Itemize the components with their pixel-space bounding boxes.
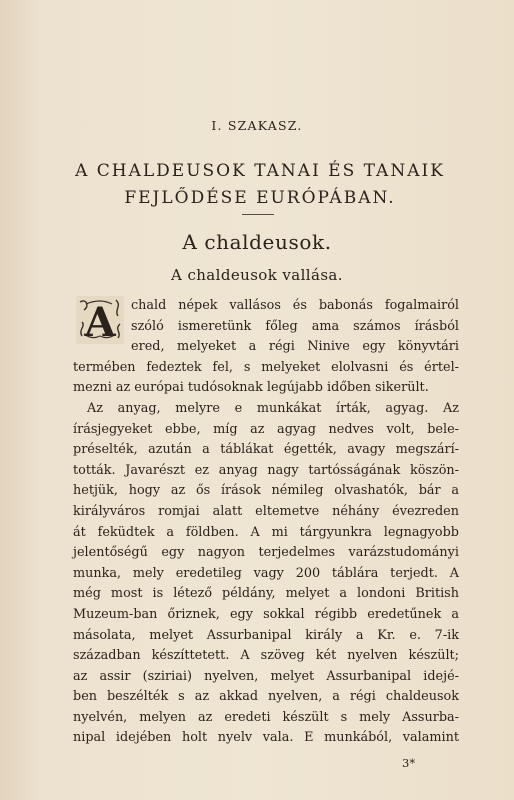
text-line: nipal idejében holt nyelv vala. E munkából, valamint	[73, 730, 459, 746]
text-line: királyváros romjai alatt eltemetve néhány évezreden	[73, 503, 459, 519]
text-line: írásjegyeket ebbe, míg az agyag nedves volt, bele-	[73, 421, 459, 437]
text-line: másolata, melyet Assurbanipal király a Kr. e. 7-ik	[73, 627, 459, 643]
text-line: ered, melyeket a régi Ninive egy könyvtári	[131, 339, 459, 355]
text-line: át feküdtek a földben. A mi tárgyunkra legnagyobb	[73, 524, 459, 540]
text-line: még most is létező példány, melyet a londoni British	[73, 586, 459, 602]
text-line: Muzeum-ban őriznek, egy sokkal régibb eredetűnek a	[73, 606, 459, 622]
text-line: Az anyag, melyre e munkákat írták, agyag. Az	[87, 400, 459, 416]
text-line: termében fedeztek fel, s melyeket elolvasni és értel-	[73, 359, 459, 375]
text-line: nyelvén, melyen az eredeti készült s mely Assurba-	[73, 709, 459, 725]
text-line: hetjük, hogy az ős írások némileg olvashatók, bár a	[73, 483, 459, 499]
text-line: chald népek vallásos és babonás fogalmairól	[131, 298, 459, 313]
title-divider	[242, 214, 274, 215]
text-line: az assir (sziriai) nyelven, melyet Assurbanipal idejé-	[73, 668, 459, 684]
text-line: munka, mely eredetileg vagy 200 táblára terjedt. A	[73, 565, 459, 581]
chapter-title	[40, 158, 480, 212]
text-line: tották. Javarészt ez anyag nagy tartósságának köszön-	[73, 462, 459, 478]
initial-letter: A	[84, 299, 116, 344]
subheading: A chaldeusok vallása.	[171, 266, 343, 284]
chapter-title-line-1: A CHALDEUSOK TANAI ÉS TANAIK	[75, 161, 445, 181]
chapter-title-line-2: FEJLŐDÉSE EURÓPÁBAN.	[124, 188, 396, 208]
text-line: jelentőségű egy nagyon terjedelmes varázstudományi	[73, 545, 459, 561]
page-number: 3*	[402, 756, 416, 770]
body-text	[73, 296, 459, 749]
heading: A chaldeusok.	[182, 230, 332, 254]
text-line: mezni az európai tudósoknak legújabb időben sikerült.	[73, 380, 429, 396]
text-line: században készíttetett. A szöveg két nyelven készült;	[73, 648, 459, 664]
text-line: ben beszélték s az akkad nyelven, a régi chaldeusok	[73, 689, 459, 705]
section-label: I. SZAKASZ.	[211, 118, 303, 133]
text-line: szóló ismeretünk főleg ama számos írásból	[131, 318, 459, 334]
text-line: préselték, azután a táblákat égették, avagy megszárí-	[73, 442, 459, 458]
